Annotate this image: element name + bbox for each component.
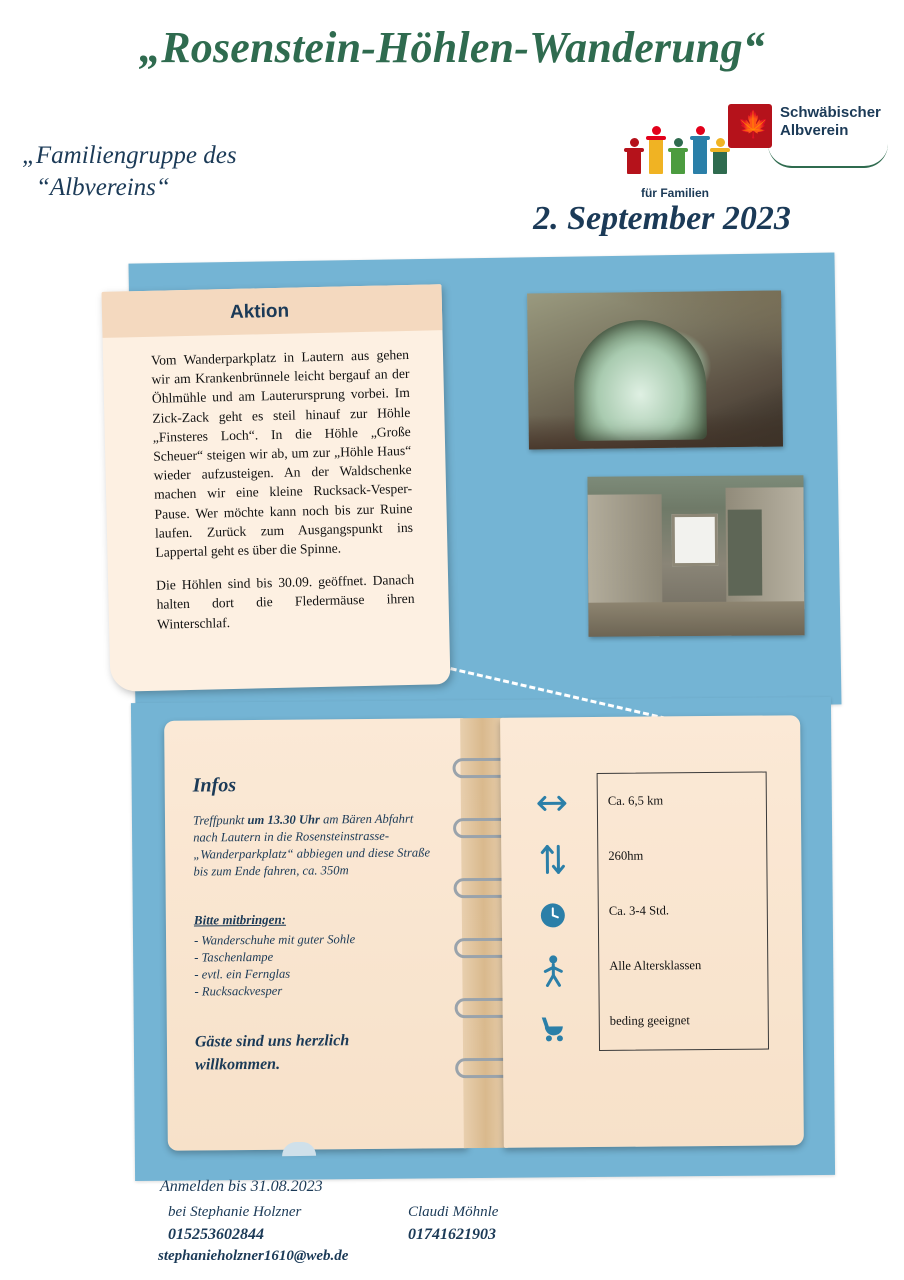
contact-2 xyxy=(408,1204,648,1244)
contact-email[interactable]: stephanieholzner1610@web.de xyxy=(158,1248,349,1264)
aktion-note-header xyxy=(102,284,443,338)
cave-photo xyxy=(527,290,783,449)
guests-welcome xyxy=(195,1028,445,1076)
aktion-title: Aktion xyxy=(229,300,290,323)
aktion-note-card xyxy=(102,284,451,692)
list-item: - Rucksackvesper xyxy=(194,983,283,999)
contact-1-name: bei Stephanie Holzner xyxy=(168,1204,302,1220)
subtitle xyxy=(22,140,237,204)
table-row: Ca. 6,5 km xyxy=(607,793,664,808)
schwaebischer-albverein-logo xyxy=(728,100,888,170)
contact-2-name: Claudi Möhnle xyxy=(408,1204,499,1220)
guests-line-1: Gäste sind uns herzlich xyxy=(194,1032,350,1051)
maple-leaf-icon: 🍁 xyxy=(737,110,770,139)
infos-time: um 13.30 Uhr xyxy=(247,812,320,828)
fuer-familien-caption: für Familien xyxy=(640,186,709,200)
stroller-icon xyxy=(531,999,577,1055)
aktion-paragraph-2: Die Höhlen sind bis 30.09. geöffnet. Danach halten dort die Fledermäuse ihren Winterschlaf. xyxy=(156,572,415,632)
bring-title: Bitte mitbringen: xyxy=(193,911,287,928)
ruin-photo xyxy=(587,475,804,637)
table-row: beding geeignet xyxy=(609,1013,690,1028)
list-item: - Wanderschuhe mit guter Sohle xyxy=(193,932,356,948)
list-item: - evtl. ein Fernglas xyxy=(194,966,291,982)
notebook-page-right xyxy=(500,715,804,1148)
logo-swoosh xyxy=(768,144,888,168)
table-row: Ca. 3-4 Std. xyxy=(608,903,670,918)
subtitle-line-1: „Familiengruppe des xyxy=(22,142,237,169)
footer-contacts xyxy=(150,1178,750,1265)
hiker-icon xyxy=(530,943,576,999)
table-row: Alle Altersklassen xyxy=(609,958,702,973)
notebook xyxy=(164,715,804,1151)
clock-icon xyxy=(530,887,576,943)
ruin-wall-left xyxy=(588,494,663,609)
contact-2-phone[interactable]: 01741621903 xyxy=(408,1226,496,1243)
contact-1-phone[interactable]: 015253602844 xyxy=(168,1226,264,1243)
distance-arrows-icon xyxy=(529,775,575,831)
table-row: 260hm xyxy=(608,848,644,863)
aktion-paragraph-1: Vom Wanderparkplatz in Lautern aus gehen wir am Krankenbrünnele leicht bergauf an der Öhlmühle und am Lauterursprung vorbei. Im Zick-Zack geht es steil hinauf zur Höhle „Finsteres Loch“. In die Höhle „Große Scheuer“ steigen wir ab, um zur „Höhle Haus“ wieder aufzusteigen. An der Waldschenke machen wir eine kleine Rucksack-Vesper-Pause. Wer möchte kann noch bis zur Ruine laufen. Zurück zum Ausgangspunkt ins Lappertal geht es über die Spinne. xyxy=(150,346,414,560)
infos-title: Infos xyxy=(192,774,237,797)
ruin-ground xyxy=(588,601,804,637)
facts-table xyxy=(597,772,769,1051)
albverein-line-2: Albverein xyxy=(780,122,849,139)
notebook-page-left xyxy=(164,718,468,1151)
page-title: „Rosenstein-Höhlen-Wanderung“ xyxy=(139,23,765,72)
ruin-doorway xyxy=(728,510,763,596)
subtitle-line-2: “Albvereins“ xyxy=(36,174,170,201)
event-date: 2. September 2023 xyxy=(533,200,791,237)
infos-rest: am Bären Abfahrt nach Lautern in die Rosensteinstrasse- „Wanderparkplatz“ abbiegen und diese Straße bis zum Ende fahren, ca. 350m xyxy=(193,811,431,879)
guests-line-2: willkommen. xyxy=(195,1055,281,1074)
ruin-window xyxy=(672,514,718,566)
infos-prefix: Treffpunkt xyxy=(192,813,248,828)
list-item: - Taschenlampe xyxy=(194,949,274,965)
aktion-note-body xyxy=(103,330,450,634)
elevation-arrows-icon xyxy=(529,831,575,887)
infos-text xyxy=(193,810,434,880)
bring-list xyxy=(194,930,435,1000)
family-figures-icon xyxy=(620,100,730,178)
fuer-familien-logo xyxy=(620,100,730,200)
contact-1 xyxy=(150,1204,408,1244)
fact-icon-column xyxy=(529,775,577,1055)
albverein-line-1: Schwäbischer xyxy=(780,104,881,121)
registration-deadline: Anmelden bis 31.08.2023 xyxy=(160,1178,323,1195)
leaf-badge xyxy=(728,104,772,148)
